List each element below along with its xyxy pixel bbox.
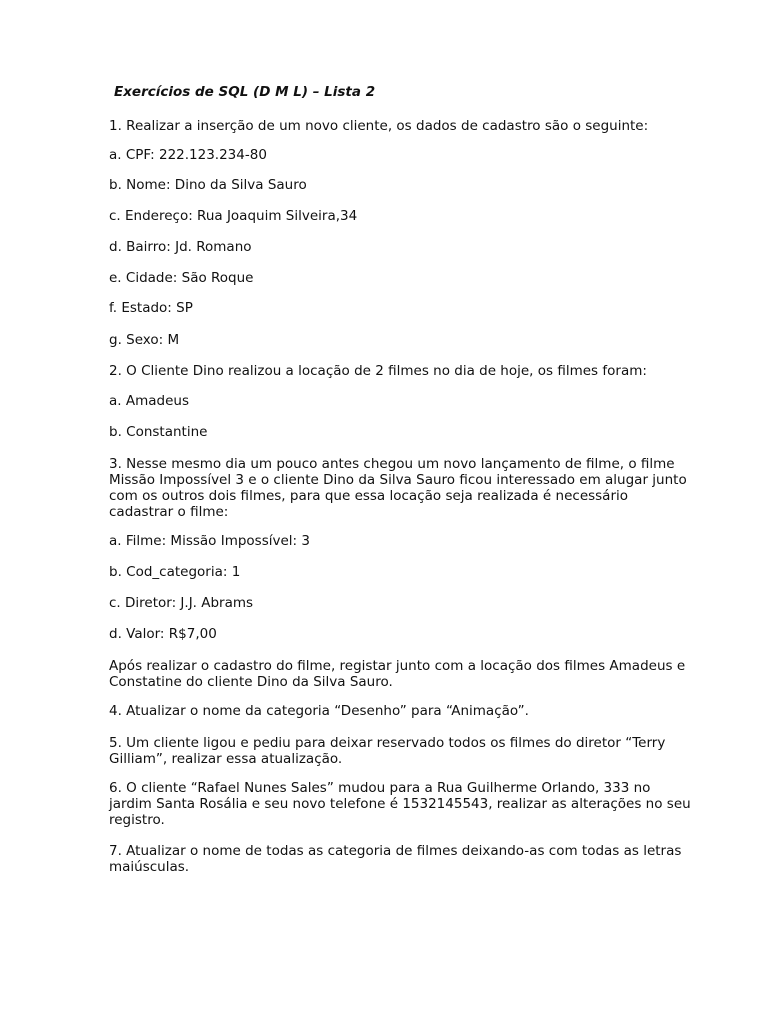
question-5-line: 5. Um cliente ligou e pediu para deixar reservado todos os filmes do diretor “Terry: [109, 735, 666, 751]
question-3-after-text: [109, 658, 689, 690]
question-7-line: 7. Atualizar o nome de todas as categoria de filmes deixando-as com todas as letras: [109, 843, 682, 859]
question-1-item-b: b. Nome: Dino da Silva Sauro: [109, 177, 307, 193]
question-3-text: [109, 456, 689, 520]
question-1-item-e: e. Cidade: São Roque: [109, 270, 254, 286]
question-4-text: 4. Atualizar o nome da categoria “Desenho” para “Animação”.: [109, 703, 529, 719]
question-1-item-g: g. Sexo: M: [109, 332, 180, 348]
question-3-after-line: Após realizar o cadastro do filme, registar junto com a locação dos filmes Amadeus e: [109, 658, 686, 674]
question-6-line: registro.: [109, 812, 165, 828]
question-3-item-c: c. Diretor: J.J. Abrams: [109, 595, 254, 611]
question-3-line: com os outros dois filmes, para que essa locação seja realizada é necessário: [109, 488, 629, 504]
question-7-line: maiúsculas.: [109, 859, 190, 875]
question-3-after-line: Constatine do cliente Dino da Silva Sauro.: [109, 674, 393, 690]
question-3-item-b: b. Cod_categoria: 1: [109, 564, 241, 580]
question-2-text: 2. O Cliente Dino realizou a locação de 2 filmes no dia de hoje, os filmes foram:: [109, 363, 647, 379]
question-5-line: Gilliam”, realizar essa atualização.: [109, 751, 343, 767]
question-3-line: 3. Nesse mesmo dia um pouco antes chegou um novo lançamento de filme, o filme: [109, 456, 675, 472]
question-2-item-a: a. Amadeus: [109, 393, 189, 409]
question-7-text: [109, 843, 689, 875]
question-1-text: 1. Realizar a inserção de um novo cliente, os dados de cadastro são o seguinte:: [109, 118, 649, 134]
question-6-text: [109, 780, 689, 828]
question-6-line: jardim Santa Rosália e seu novo telefone é 1532145543, realizar as alterações no seu: [109, 796, 691, 812]
question-3-line: Missão Impossível 3 e o cliente Dino da Silva Sauro ficou interessado em alugar junto: [109, 472, 687, 488]
question-3-line: cadastrar o filme:: [109, 504, 229, 520]
question-2-item-b: b. Constantine: [109, 424, 208, 440]
question-1-item-d: d. Bairro: Jd. Romano: [109, 239, 252, 255]
question-3-item-d: d. Valor: R$7,00: [109, 626, 217, 642]
question-6-line: 6. O cliente “Rafael Nunes Sales” mudou para a Rua Guilherme Orlando, 333 no: [109, 780, 651, 796]
question-1-item-c: c. Endereço: Rua Joaquim Silveira,34: [109, 208, 358, 224]
question-1-item-a: a. CPF: 222.123.234-80: [109, 147, 267, 163]
question-1-item-f: f. Estado: SP: [109, 300, 193, 316]
question-3-item-a: a. Filme: Missão Impossível: 3: [109, 533, 310, 549]
question-5-text: [109, 735, 689, 767]
document-title: Exercícios de SQL (D M L) – Lista 2: [114, 84, 376, 100]
